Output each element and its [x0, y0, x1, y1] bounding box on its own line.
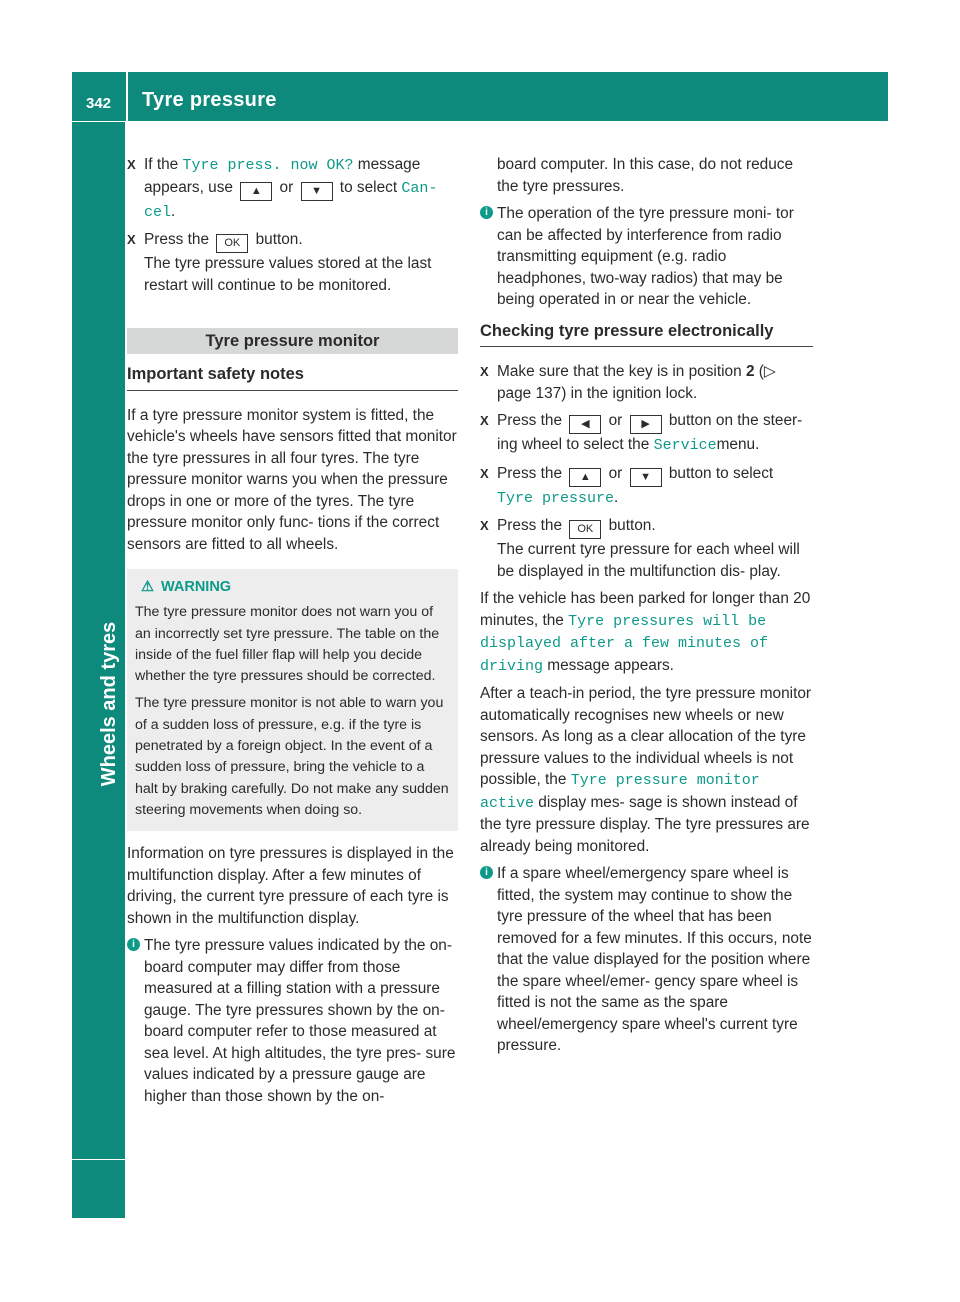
side-tab-block [72, 1160, 125, 1218]
paragraph: Information on tyre pressures is displayed in the multifunction display. After a few minutes of driving, the current tyre pressure of each tyre is shown in the multifunction display. [127, 845, 454, 927]
info-note: i If a spare wheel/emergency spare wheel is fitted, the system may continue to show the tyre pressure of the wheel that has been removed for a few minutes. If this occurs, note that the value displayed for the position where the spare wheel/emer- gency spare wheel is fitted is not the same as the spare wheel/emergency spare wheel's current tyre pressure. [480, 863, 813, 1057]
step-result: The tyre pressure values stored at the last restart will continue to be monitored. [144, 255, 432, 294]
header-divider [126, 72, 128, 121]
warning-icon: ⚠ [141, 579, 154, 595]
info-icon: i [480, 866, 493, 879]
down-key-icon: ▼ [630, 468, 662, 487]
step-press-ok: X Press the OK button. The tyre pressure values stored at the last restart will continue to be monitored. [127, 229, 458, 296]
section-title: Tyre pressure monitor [127, 328, 458, 354]
code-tyre-press-ok: Tyre press. now OK? [182, 157, 354, 174]
page-number: 342 [86, 95, 112, 112]
step-result: The current tyre pressure for each wheel will be displayed in the multifunction dis- play. [497, 541, 800, 580]
info-icon: i [127, 938, 140, 951]
paragraph: If the vehicle has been parked for longer than 20 minutes, the Tyre pressures will be displayed after a few minutes of driving message appears. [480, 590, 811, 675]
code-cancel: Can- cel [144, 179, 438, 221]
ok-key-icon: OK [216, 234, 248, 253]
paragraph: board computer. In this case, do not reduce the tyre pressures. [497, 156, 794, 195]
warning-box [127, 569, 458, 831]
info-icon: i [480, 206, 493, 219]
ok-key-icon: OK [569, 520, 601, 539]
step-key-position: X Make sure that the key is in position 2 (▷ page 137) in the ignition lock. [480, 361, 813, 404]
warning-text: The tyre pressure monitor is not able to warn you of a sudden loss of pressure, e.g. if the tyre is penetrated by a foreign object. In the event of a sudden loss of pressure, bring the vehicle to a halt by braking carefully. Do not make any sudden steering movements when doing so. [135, 695, 449, 818]
left-key-icon: ◀ [569, 415, 601, 434]
code-service: Service [653, 437, 717, 454]
info-note: i The tyre pressure values indicated by the on-board computer may differ from those measured at a filling station with a pressure gauge. The tyre pressures shown by the on- board computer refer to those measured at sea level. At high altitudes, the tyre pres- sure values indicated by a pressure gauge are higher than those shown by the on- [127, 935, 458, 1107]
right-key-icon: ▶ [630, 415, 662, 434]
code-display-message: Tyre pressures will be displayed after a few minutes of driving [480, 612, 769, 675]
warning-text: The tyre pressure monitor does not warn you of an incorrectly set tyre pressure. The table on the inside of the fuel filler flap will help you decide whether the tyre pressures should be corrected. [135, 604, 440, 685]
info-note: i The operation of the tyre pressure moni- tor can be affected by interference from radio transmitting equipment (e.g. radio headphones, two-way radios) that may be being operated in or near the vehicle. [480, 203, 813, 311]
step-select-service: X Press the ◀ or ▶ button on the steer- ing wheel to select the Servicemenu. [480, 410, 813, 457]
side-tab-label: Wheels and tyres [98, 621, 120, 787]
step-press-ok: X Press the OK button. The current tyre pressure for each wheel will be displayed in the multifunction dis- play. [480, 515, 813, 582]
page-title: Tyre pressure [142, 89, 277, 111]
code-monitor-active: Tyre pressure monitor active [480, 772, 760, 812]
page-header [72, 72, 888, 121]
step-cancel: X If the Tyre press. now OK? message appears, use ▲ or ▼ to select Can- cel. [127, 154, 458, 223]
up-key-icon: ▲ [240, 182, 272, 201]
down-key-icon: ▼ [301, 182, 333, 201]
up-key-icon: ▲ [569, 468, 601, 487]
warning-heading: ⚠ WARNING [141, 577, 450, 598]
left-column [127, 154, 458, 1115]
step-select-tyre-pressure: X Press the ▲ or ▼ button to select Tyre pressure. [480, 463, 813, 510]
paragraph: If a tyre pressure monitor system is fitted, the vehicle's wheels have sensors fitted that monitor the tyre pressures in all four tyres. The tyre pressure monitor warns you when the pressure drops in one or more of the tyres. The tyre pressure monitor only func- tions if the correct sensors are fitted to all wheels. [127, 406, 457, 553]
paragraph: After a teach-in period, the tyre pressure monitor automatically recognises new wheels or new sensors. As long as a clear allocation of the tyre pressure values to the individual wheels is not possible, the Tyre pressure monitor active display mes- sage is shown instead of the tyre pressure display. The tyre pressures are already being monitored. [480, 685, 812, 855]
code-tyre-pressure: Tyre pressure [497, 489, 615, 507]
right-column [480, 154, 813, 1065]
subhead-safety: Important safety notes [127, 364, 458, 391]
subhead-checking: Checking tyre pressure electronically [480, 321, 813, 348]
